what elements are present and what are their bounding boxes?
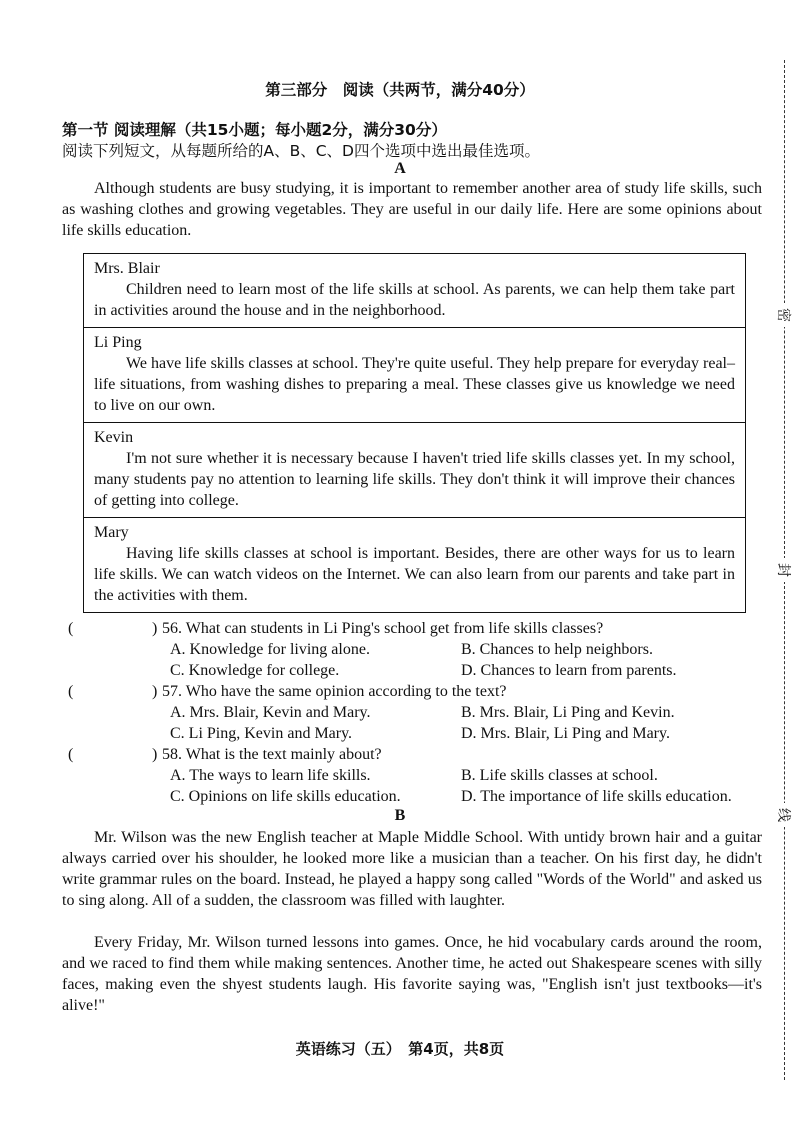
option-row: [62, 723, 772, 744]
binding-char-xian: 线: [774, 803, 794, 827]
answer-blank-close: ): [152, 746, 158, 763]
question-56: [62, 618, 772, 639]
option-c: C. Li Ping, Kevin and Mary.: [170, 725, 353, 742]
option-a: A. Mrs. Blair, Kevin and Mary.: [170, 704, 371, 721]
answer-blank-open[interactable]: (: [68, 683, 74, 700]
opinion-text: Having life skills classes at school is important. Besides, there are other ways for us to learn life skills. We can watch videos on the Internet. We can also learn from our parents and take part in the activities with them.: [94, 545, 735, 604]
opinion-text: Children need to learn most of the life skills at school. As parents, we can help them take part in activities around the house and in the neighborhood.: [94, 281, 735, 319]
option-b: B. Chances to help neighbors.: [461, 641, 653, 658]
binding-char-mi: 密: [774, 303, 794, 327]
question-stem: 58. What is the text mainly about?: [162, 746, 382, 763]
opinion-block: [84, 254, 745, 328]
opinion-block: [84, 328, 745, 423]
answer-blank-open[interactable]: (: [68, 746, 74, 763]
question-stem: 56. What can students in Li Ping's school get from life skills classes?: [162, 620, 604, 637]
opinion-speaker: Mary: [94, 524, 129, 541]
question-57: [62, 681, 772, 702]
section-title: 第三部分 阅读（共两节，满分40分）: [265, 81, 535, 99]
passage-b-paragraph: Every Friday, Mr. Wilson turned lessons into games. Once, he hid vocabulary cards around the room, and we raced to find them while making sentences. Another time, he acted out Shakespeare scenes with silly faces, making even the shyest students laugh. His favorite saying was, "English isn't just textbooks—it's alive!": [62, 934, 762, 1014]
option-b: B. Life skills classes at school.: [461, 767, 658, 784]
opinions-box: [83, 253, 746, 613]
question-list: [62, 618, 772, 807]
sub-section-heading: 第一节 阅读理解（共15小题；每小题2分，满分30分）: [62, 121, 447, 139]
opinion-block: [84, 423, 745, 518]
opinion-speaker: Mrs. Blair: [94, 260, 160, 277]
option-a: A. The ways to learn life skills.: [170, 767, 371, 784]
passage-b-paragraph: Mr. Wilson was the new English teacher at Maple Middle School. With untidy brown hair and a guitar always carried over his shoulder, he looked more like a musician than a teacher. On his first day, he didn't write grammar rules on the board. Instead, he played a happy song called "Words of the World" and asked us to sing along. All of a sudden, the classroom was filled with laughter.: [62, 829, 762, 909]
question-stem: 57. Who have the same opinion according to the text?: [162, 683, 507, 700]
opinion-block: [84, 518, 745, 612]
passage-a-letter: A: [394, 160, 406, 177]
answer-blank-open[interactable]: (: [68, 620, 74, 637]
page-footer: 英语练习（五） 第4页，共8页: [295, 1040, 505, 1058]
option-c: C. Opinions on life skills education.: [170, 788, 401, 805]
option-row: [62, 660, 772, 681]
passage-a-intro: Although students are busy studying, it is important to remember another area of study life skills, such as washing clothes and growing vegetables. They are useful in our daily life. Here are some opinions about life skills education.: [62, 180, 762, 239]
option-c: C. Knowledge for college.: [170, 662, 340, 679]
option-row: [62, 786, 772, 807]
opinion-text: I'm not sure whether it is necessary because I haven't tried life skills classes yet. In my school, many students pay no attention to learning life skills. They don't think it will improve their chances of getting into college.: [94, 450, 735, 509]
option-d: D. Chances to learn from parents.: [461, 662, 677, 679]
opinion-speaker: Kevin: [94, 429, 134, 446]
option-a: A. Knowledge for living alone.: [170, 641, 370, 658]
binding-char-feng: 封: [774, 558, 794, 582]
opinion-speaker: Li Ping: [94, 334, 142, 351]
option-d: D. Mrs. Blair, Li Ping and Mary.: [461, 725, 670, 742]
answer-blank-close: ): [152, 683, 158, 700]
option-row: [62, 765, 772, 786]
question-58: [62, 744, 772, 765]
instruction-text: 阅读下列短文，从每题所给的A、B、C、D四个选项中选出最佳选项。: [62, 142, 540, 160]
option-b: B. Mrs. Blair, Li Ping and Kevin.: [461, 704, 675, 721]
option-d: D. The importance of life skills education.: [461, 788, 732, 805]
answer-blank-close: ): [152, 620, 158, 637]
passage-b-letter: B: [394, 807, 406, 824]
option-row: [62, 702, 772, 723]
option-row: [62, 639, 772, 660]
opinion-text: We have life skills classes at school. They're quite useful. They help prepare for everyday real–life situations, from washing dishes to preparing a meal. These classes give us knowledge we need to live on our own.: [94, 355, 735, 414]
